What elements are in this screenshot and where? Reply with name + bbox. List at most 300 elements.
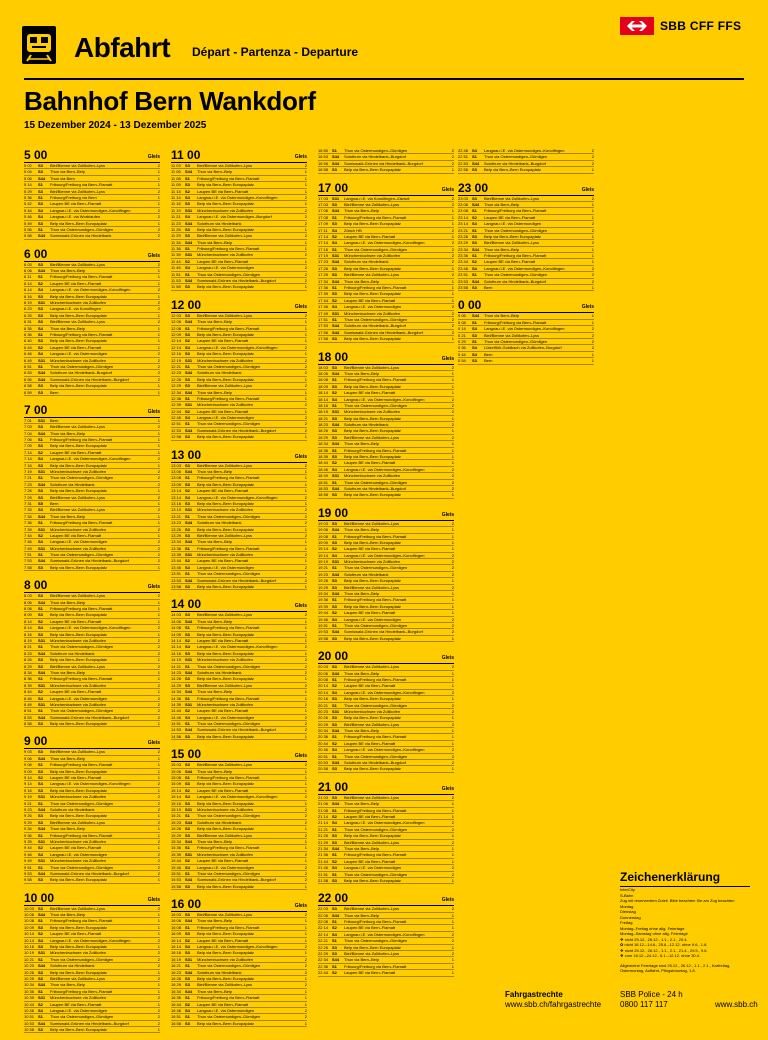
departure-time: 16 58 xyxy=(171,1020,182,1026)
platform: 1 xyxy=(157,201,160,207)
destination: Thun via Bern–Belp xyxy=(50,169,86,175)
destination: Thun via Bern–Belp xyxy=(197,539,233,545)
destination: Thun via Bern–Belp xyxy=(50,669,86,675)
departure-row xyxy=(458,358,594,364)
platform: 1 xyxy=(451,807,454,813)
platform: 1 xyxy=(304,258,307,264)
platform: 1 xyxy=(304,631,307,637)
platform: 1 xyxy=(451,845,454,851)
line-number: S44 xyxy=(185,969,193,975)
departure-time: 22 58 xyxy=(458,167,469,173)
platform: 2 xyxy=(451,839,454,845)
line-number: S44 xyxy=(332,259,340,265)
departure-time: 10 29 xyxy=(24,975,35,981)
platform: 1 xyxy=(157,194,160,200)
line-number: S1 xyxy=(38,194,43,200)
destination: Münchenbuchsee via Zollikofen xyxy=(344,559,401,565)
destination: Langnau i.E. via Ostermundigen–Konolfingen xyxy=(197,194,278,200)
line-number: S3 xyxy=(332,492,337,498)
departure-time: 7 26 xyxy=(24,488,32,494)
platform: 2 xyxy=(304,233,307,239)
destination: Biel/Bienne via Zollikofen–Lyss xyxy=(484,240,539,246)
destination: Belp via Bern–Bern Europaplatz xyxy=(197,781,254,787)
departure-time: 22 14 xyxy=(318,931,329,937)
departure-time: 6 35 xyxy=(24,325,32,331)
hour-block xyxy=(318,181,454,343)
departure-time: 16 29 xyxy=(171,982,182,988)
line-number: S3 xyxy=(38,768,43,774)
departure-time: 9 16 xyxy=(24,787,32,793)
departure-time: 19 08 xyxy=(318,533,329,539)
line-number: S3 xyxy=(332,603,337,609)
platform: 2 xyxy=(157,708,160,714)
line-number: S44 xyxy=(38,1020,46,1026)
sbb-url[interactable]: www.sbb.ch xyxy=(715,1000,758,1009)
departure-time: 20 03 xyxy=(318,664,329,670)
gleis-label: Gleis xyxy=(441,785,454,792)
legend-item: ❖ vom 16.12.–24.12., 6.1.–12.12. ohne 30.4. xyxy=(620,953,701,958)
platform: 1 xyxy=(304,733,307,739)
platform: 1 xyxy=(451,877,454,883)
destination: Thun via Bern–Belp xyxy=(50,599,86,605)
line-number: S3 xyxy=(185,1020,190,1026)
line-number: S1 xyxy=(332,826,337,832)
departure-time: 18 21 xyxy=(318,415,329,421)
destination: Thun via Ostermundigen–Gümligen xyxy=(50,1014,114,1020)
line-number: S4 xyxy=(185,864,190,870)
departure-time: 19 03 xyxy=(318,520,329,526)
destination: Münchenbuchsee via Zollikofen xyxy=(50,701,107,707)
departure-time: 11 36 xyxy=(171,246,181,252)
line-number: S1 xyxy=(38,864,43,870)
destination: Thun via Bern–Belp xyxy=(197,239,233,245)
departure-time: 12 36 xyxy=(171,395,182,401)
line-number: S44 xyxy=(185,727,193,733)
destination: Langnau i.E. via Konolfingen–Zäziwil xyxy=(344,195,410,201)
destination: Biel/Bienne via Zollikofen–Lyss xyxy=(50,424,105,430)
line-number: S1 xyxy=(472,253,477,259)
line-number: S44 xyxy=(185,520,193,526)
destination: Thun via Bern–Belp xyxy=(50,513,86,519)
line-number: S1 xyxy=(185,246,190,252)
departure-time: 19 14 xyxy=(318,546,329,552)
departure-time: 16 36 xyxy=(171,995,182,1001)
platform: 1 xyxy=(451,578,454,584)
destination: Thun via Bern–Belp xyxy=(50,826,86,832)
hour-header xyxy=(171,448,307,463)
platform: 1 xyxy=(157,532,160,538)
destination: Thun via Ostermundigen–Gümligen xyxy=(197,813,261,819)
departure-time: 23 58 xyxy=(458,285,469,291)
destination: Thun via Bern–Belp xyxy=(484,246,520,252)
line-number: S3 xyxy=(332,383,337,389)
platform: 1 xyxy=(451,740,454,746)
platform: 2 xyxy=(304,427,307,433)
departure-time: 9 08 xyxy=(24,762,32,768)
departure-row xyxy=(318,766,454,772)
destination: Laupen BE via Bern–Flamatt xyxy=(344,925,396,931)
line-number: S4 xyxy=(38,625,43,631)
destination: Solothurn via Hindelbank xyxy=(50,650,95,656)
platform: 1 xyxy=(157,877,160,883)
line-number: S31 xyxy=(38,858,46,864)
destination: Biel/Bienne via Zollikofen–Lyss xyxy=(344,201,399,207)
line-number: S1 xyxy=(38,520,43,526)
platform: 2 xyxy=(591,240,594,246)
line-number: S31 xyxy=(332,708,340,714)
departure-row xyxy=(318,167,454,173)
line-number: S3 xyxy=(185,762,190,768)
line-number: S4 xyxy=(38,695,43,701)
destination: Belp via Bern–Bern Europaplatz xyxy=(50,220,107,226)
platform: 1 xyxy=(157,924,160,930)
line-number: S4 xyxy=(185,194,190,200)
line-number: S1 xyxy=(332,871,337,877)
destination: Sumiswald-Grünen via Hindelbank–Burgdorf xyxy=(197,727,276,733)
destination: Thun via Bern–Belp xyxy=(50,982,86,988)
line-number: S4 xyxy=(472,351,477,357)
line-number: S31 xyxy=(38,995,46,1001)
line-number: S2 xyxy=(38,689,43,695)
line-number: S4 xyxy=(185,1007,190,1013)
platform: 1 xyxy=(157,762,160,768)
platform: 2 xyxy=(591,278,594,284)
destination: Fribourg/Freiburg via Bern–Flamatt xyxy=(50,182,113,188)
destination: Belp via Bern–Bern Europaplatz xyxy=(344,635,401,641)
platform: 1 xyxy=(304,351,307,357)
sbb-police-phone[interactable]: 0800 117 117 xyxy=(620,1000,668,1009)
hour-label: 19 00 xyxy=(318,505,349,520)
platform: 1 xyxy=(157,982,160,988)
destination: Fribourg/Freiburg via Bern–Flamatt xyxy=(197,395,260,401)
platform: 1 xyxy=(304,787,307,793)
hour-label: 16 00 xyxy=(171,897,202,912)
platform: 2 xyxy=(451,253,454,259)
platform: 2 xyxy=(451,195,454,201)
platform: 1 xyxy=(451,944,454,950)
gleis-label: Gleis xyxy=(441,355,454,362)
destination: Belp via Bern–Bern Europaplatz xyxy=(344,454,401,460)
departure-time: 18 46 xyxy=(318,466,329,472)
departure-time: 10 46 xyxy=(24,1007,35,1013)
platform: 1 xyxy=(304,500,307,506)
line-number: S44 xyxy=(185,370,193,376)
destination: Fribourg/Freiburg via Bern–Flamatt xyxy=(197,475,260,481)
line-number: S4 xyxy=(332,747,337,753)
platform: 2 xyxy=(304,851,307,857)
hour-label: 21 00 xyxy=(318,779,349,794)
destination: Fribourg/Freiburg via Bern–Flamatt xyxy=(344,852,407,858)
departure-time: 20 58 xyxy=(318,766,329,772)
destination: Münchenbuchsee via Zollikofen xyxy=(50,838,107,844)
platform: 1 xyxy=(304,883,307,889)
departure-time: 15 34 xyxy=(171,838,182,844)
destination: Laupen BE via Bern–Flamatt xyxy=(344,858,396,864)
departure-time: 0 29 xyxy=(458,338,466,344)
departure-time: 6 31 xyxy=(24,319,32,325)
departure-time: 18 49 xyxy=(318,473,329,479)
legend-title: Zeichenerklärung xyxy=(620,870,750,887)
hour-header xyxy=(318,181,454,196)
line-number: S44 xyxy=(38,430,46,436)
departure-time: 15 03 xyxy=(171,762,182,768)
destination: Fribourg/Freiburg via Bern–Flamatt xyxy=(197,625,260,631)
departure-row xyxy=(318,492,454,498)
destination: Belp via Bern–Bern Europaplatz xyxy=(197,526,254,532)
destination: Fribourg/Freiburg via Bern–Flamatt xyxy=(344,676,407,682)
destination: Langnau i.E. via Ostermundigen xyxy=(197,415,255,421)
destination: Belp via Bern–Bern Europaplatz xyxy=(344,428,401,434)
line-number: S4 xyxy=(472,326,477,332)
passenger-rights[interactable] xyxy=(505,990,601,1010)
platform: 2 xyxy=(451,409,454,415)
platform: 2 xyxy=(304,969,307,975)
platform: 2 xyxy=(451,708,454,714)
destination: Zürich HB xyxy=(344,227,362,233)
platform: 2 xyxy=(304,265,307,271)
platform: 2 xyxy=(591,265,594,271)
departure-time: 17 44 xyxy=(318,297,329,303)
destination: Münchenbuchsee via Zollikofen xyxy=(50,794,107,800)
departure-time: 12 14 xyxy=(171,338,182,344)
hour-header xyxy=(318,649,454,664)
departure-time: 17 11 xyxy=(318,227,328,233)
destination: Münchenbuchsee via Zollikofen xyxy=(50,950,107,956)
destination: Fribourg/Freiburg via Bern–Flamatt xyxy=(344,214,407,220)
line-number: S3 xyxy=(185,163,190,168)
destination: Münchenbuchsee via Zollikofen xyxy=(197,657,254,663)
line-number: S3 xyxy=(38,813,43,819)
departure-time: 19 09 xyxy=(318,539,329,545)
line-number: S44 xyxy=(185,768,193,774)
departure-time: 11 03 xyxy=(171,163,181,168)
destination: Langnau i.E. via Ostermundigen–Konolfingen xyxy=(197,944,278,950)
destination: Thun via Ostermundigen–Gümligen xyxy=(50,956,114,962)
platform: 1 xyxy=(451,208,454,214)
passenger-rights-url[interactable]: www.sbb.ch/fahrgastrechte xyxy=(505,1000,602,1009)
platform: 1 xyxy=(451,970,454,976)
line-number: S31 xyxy=(185,207,193,213)
platform: 2 xyxy=(451,422,454,428)
line-number: S44 xyxy=(185,319,193,325)
line-number: S44 xyxy=(332,370,340,376)
destination: Biel/Bienne via Zollikofen–Lyss xyxy=(197,383,252,389)
line-number: S44 xyxy=(472,278,480,284)
line-number: S1 xyxy=(472,272,477,278)
departure-time: 10 51 xyxy=(24,1014,35,1020)
destination: Laupen BE via Bern–Flamatt xyxy=(197,258,249,264)
hour-block xyxy=(24,403,160,571)
line-number: S1 xyxy=(38,1014,43,1020)
departure-time: 9 34 xyxy=(24,826,32,832)
platform: 2 xyxy=(304,864,307,870)
line-number: S1 xyxy=(332,214,337,220)
line-number: S1 xyxy=(332,753,337,759)
departure-time: 17 26 xyxy=(318,265,329,271)
header xyxy=(0,0,768,78)
departure-row xyxy=(171,884,307,890)
platform: 1 xyxy=(304,775,307,781)
destination: Laupen BE via Bern–Flamatt xyxy=(197,188,249,194)
destination: Belp via Bern–Bern Europaplatz xyxy=(344,539,401,545)
platform: 1 xyxy=(451,766,454,772)
destination: Langnau i.E. via Ostermundigen xyxy=(50,351,108,357)
line-number: S31 xyxy=(332,473,340,479)
line-number: S1 xyxy=(185,924,190,930)
platform: 1 xyxy=(304,838,307,844)
hour-block xyxy=(458,181,594,292)
platform: 2 xyxy=(451,364,454,370)
legend-item: InterCity xyxy=(620,887,635,892)
platform: 2 xyxy=(304,912,307,918)
line-number: S2 xyxy=(185,408,190,414)
destination: Biel/Bienne via Zollikofen–Lyss xyxy=(50,905,105,911)
departure-time: 17 08 xyxy=(318,214,329,220)
line-number: S1 xyxy=(185,813,190,819)
line-number: S1 xyxy=(38,800,43,806)
platform: 2 xyxy=(304,813,307,819)
departure-time: 8 53 xyxy=(24,714,32,720)
destination: Biel/Bienne via Zollikofen–Lyss xyxy=(50,663,105,669)
departure-time: 17 23 xyxy=(318,259,329,265)
departure-time: 23 03 xyxy=(458,195,469,201)
line-number: S3 xyxy=(38,721,43,727)
destination: Belp via Bern–Bern Europaplatz xyxy=(484,233,541,239)
departure-time: 22 34 xyxy=(318,957,329,963)
destination: Fribourg/Freiburg via Bern–Flamatt xyxy=(50,918,113,924)
platform: 1 xyxy=(304,246,307,252)
destination: Thun via Ostermundigen–Gümligen xyxy=(197,721,261,727)
line-number: S31 xyxy=(332,253,340,259)
destination: Biel/Bienne via Zollikofen–Lyss xyxy=(197,163,252,168)
departure-time: 20 29 xyxy=(318,721,329,727)
line-number: S4 xyxy=(185,214,190,220)
platform: 2 xyxy=(304,701,307,707)
platform: 1 xyxy=(157,845,160,851)
departure-time: 17 09 xyxy=(318,221,329,227)
hour-header xyxy=(24,403,160,418)
line-number: S3 xyxy=(185,781,190,787)
destination: Belp via Bern–Bern Europaplatz xyxy=(197,351,254,357)
line-number: S31 xyxy=(332,195,340,201)
destination: Biel/Bienne via Zollikofen–Lyss xyxy=(197,462,252,468)
destination: Laupen BE via Bern–Flamatt xyxy=(197,638,249,643)
platform: 1 xyxy=(157,755,160,761)
departure-time: 8 51 xyxy=(24,708,32,714)
line-number: S4 xyxy=(332,865,337,871)
departure-time: 7 58 xyxy=(24,564,32,570)
line-number: S3 xyxy=(38,424,43,430)
destination: Belp via Bern–Bern Europaplatz xyxy=(197,500,254,506)
departure-time: 10 09 xyxy=(24,924,35,930)
destination: Münchenbuchsee via Zollikofen xyxy=(344,310,401,316)
departure-time: 10 19 xyxy=(24,950,35,956)
destination: Langnau i.E. via Ostermundigen–Konolfingen xyxy=(344,820,425,826)
destination: Fribourg/Freiburg via Bern–Flamatt xyxy=(344,377,407,383)
platform: 2 xyxy=(451,466,454,472)
line-number: S4 xyxy=(185,344,190,350)
line-number: S44 xyxy=(38,558,46,564)
gleis-label: Gleis xyxy=(147,154,160,160)
destination: Langnau i.E. via Ostermundigen–Konolfingen xyxy=(484,265,565,271)
departure-time: 15 46 xyxy=(171,864,182,870)
destination: Sumiswald-Grünen via Hindelbank–Burgdorf xyxy=(197,877,276,883)
line-number: S3 xyxy=(38,306,43,312)
destination: Münchenbuchsee via Zollikofen xyxy=(344,708,401,714)
destination: Langnau i.E. via Ostermundigen xyxy=(344,304,402,310)
platform: 1 xyxy=(591,233,594,239)
departure-time: 12 23 xyxy=(171,370,182,376)
line-number: S44 xyxy=(185,689,193,695)
line-number: S3 xyxy=(38,819,43,825)
departure-time: 17 14 xyxy=(318,233,329,239)
departure-time: 15 14 xyxy=(171,787,182,793)
destination: Thun via Ostermundigen–Gümligen xyxy=(197,870,261,876)
departure-row xyxy=(171,284,307,290)
platform: 2 xyxy=(157,644,160,650)
line-number: S44 xyxy=(38,755,46,761)
departure-row xyxy=(24,390,160,396)
line-number: S44 xyxy=(185,918,193,924)
platform: 1 xyxy=(451,912,454,918)
line-number: S3 xyxy=(38,488,43,494)
hour-header xyxy=(318,891,454,906)
platform: 2 xyxy=(157,819,160,825)
platform: 1 xyxy=(451,919,454,925)
destination: Biel/Bienne via Zollikofen–Lyss xyxy=(344,520,399,526)
departure-time: 10 58 xyxy=(24,1027,35,1033)
destination: Belp via Bern–Bern Europaplatz xyxy=(197,376,254,382)
platform: 1 xyxy=(304,918,307,924)
departure-time: 8 36 xyxy=(24,676,32,682)
line-number: S3 xyxy=(185,312,190,318)
destination: Thun via Ostermundigen–Gümligen xyxy=(197,571,261,577)
line-number: S3 xyxy=(332,265,337,271)
departure-time: 14 29 xyxy=(171,682,182,688)
destination: Belp via Bern–Bern Europaplatz xyxy=(197,331,254,337)
platform: 2 xyxy=(157,975,160,981)
line-number: S3 xyxy=(185,226,190,232)
platform: 1 xyxy=(451,597,454,603)
departure-time: 5 56 xyxy=(24,226,32,232)
hour-header xyxy=(24,734,160,749)
departure-time: 7 14 xyxy=(24,456,32,462)
line-number: S31 xyxy=(38,838,46,844)
hour-header xyxy=(24,578,160,593)
platform: 1 xyxy=(304,545,307,551)
destination: Langnau i.E. via Ostermundigen xyxy=(484,221,542,227)
hour-header xyxy=(171,597,307,612)
platform: 2 xyxy=(591,345,594,351)
line-number: S3 xyxy=(38,494,43,500)
departure-time: 7 34 xyxy=(24,513,32,519)
platform: 2 xyxy=(304,552,307,558)
destination: Langnau i.E. via Ostermundigen–Konolfingen xyxy=(50,781,131,787)
departure-time: 10 14 xyxy=(24,937,35,943)
departure-time: 13 58 xyxy=(171,584,182,590)
platform: 2 xyxy=(157,593,160,599)
departure-time: 8 03 xyxy=(24,593,32,599)
departure-time: 16 51 xyxy=(171,1014,182,1020)
destination: Biel/Bienne via Zollikofen–Lyss xyxy=(50,163,105,168)
platform: 2 xyxy=(304,207,307,213)
departure-time: 20 16 xyxy=(318,696,329,702)
departure-time: 14 58 xyxy=(171,733,182,739)
departure-time: 20 51 xyxy=(318,753,329,759)
departure-time: 10 21 xyxy=(24,956,35,962)
departure-time: 10 08 xyxy=(24,918,35,924)
departure-time: 14 39 xyxy=(171,701,182,707)
